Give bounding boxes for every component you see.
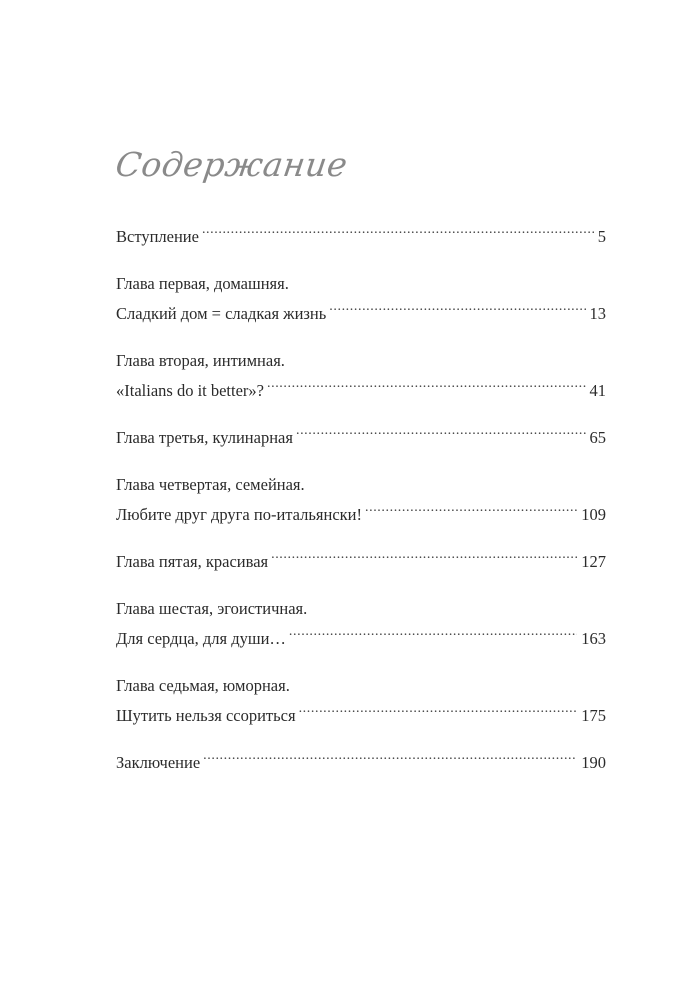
toc-page-number: 190 [581,753,606,772]
toc-entry-chapter-5[interactable] [116,547,606,577]
toc-chapter-heading [116,594,606,624]
toc-page-number: 65 [589,428,606,447]
toc-entry-title: Для сердца, для души… [116,629,286,648]
toc-list [116,222,606,795]
toc-line [116,547,606,577]
toc-entry-conclusion[interactable] [116,748,606,778]
toc-page-number: 109 [581,505,606,524]
toc-page-number: 163 [581,629,606,648]
toc-entry-title: Глава третья, кулинарная [116,428,293,447]
toc-entry-title: Вступление [116,227,199,246]
toc-chapter-label: Глава четвертая, семейная. [116,475,305,494]
toc-leader-dots [267,380,586,396]
toc-chapter-label: Глава шестая, эгоистичная. [116,599,308,618]
toc-entry-intro[interactable] [116,222,606,252]
toc-page-number: 175 [581,706,606,725]
toc-chapter-label: Глава первая, домашняя. [116,274,289,293]
toc-entry-title: Шутить нельзя ссориться [116,706,296,725]
toc-title: Содержание [113,145,351,184]
toc-leader-dots [271,551,577,567]
toc-leader-dots [365,504,577,520]
toc-chapter-label: Глава вторая, интимная. [116,351,285,370]
toc-entry-title: Любите друг друга по-итальянски! [116,505,362,524]
toc-line [116,222,606,252]
toc-entry-chapter-4[interactable] [116,470,606,530]
toc-line [116,299,606,329]
toc-entry-title: «Italians do it better»? [116,381,264,400]
toc-entry-chapter-1[interactable] [116,269,606,329]
toc-line [116,748,606,778]
toc-entry-chapter-2[interactable] [116,346,606,406]
toc-line [116,624,606,654]
toc-leader-dots [296,427,586,443]
toc-leader-dots [329,303,585,319]
toc-page-number: 127 [581,552,606,571]
toc-entry-chapter-6[interactable] [116,594,606,654]
toc-line [116,500,606,530]
toc-line [116,423,606,453]
toc-chapter-heading [116,470,606,500]
toc-leader-dots [203,752,577,768]
toc-line [116,701,606,731]
toc-entry-title: Заключение [116,753,201,772]
toc-entry-title: Глава пятая, красивая [116,552,269,571]
toc-page-number: 13 [589,304,606,323]
toc-chapter-heading [116,269,606,299]
toc-entry-title: Сладкий дом = сладкая жизнь [116,304,327,323]
toc-leader-dots [202,226,594,242]
toc-line [116,376,606,406]
toc-entry-chapter-7[interactable] [116,671,606,731]
toc-chapter-heading [116,346,606,376]
toc-chapter-heading [116,671,606,701]
toc-entry-chapter-3[interactable] [116,423,606,453]
toc-chapter-label: Глава седьмая, юморная. [116,676,290,695]
toc-leader-dots [289,628,577,644]
toc-leader-dots [299,705,578,721]
toc-page-number: 41 [589,381,606,400]
toc-page-number: 5 [597,227,606,246]
